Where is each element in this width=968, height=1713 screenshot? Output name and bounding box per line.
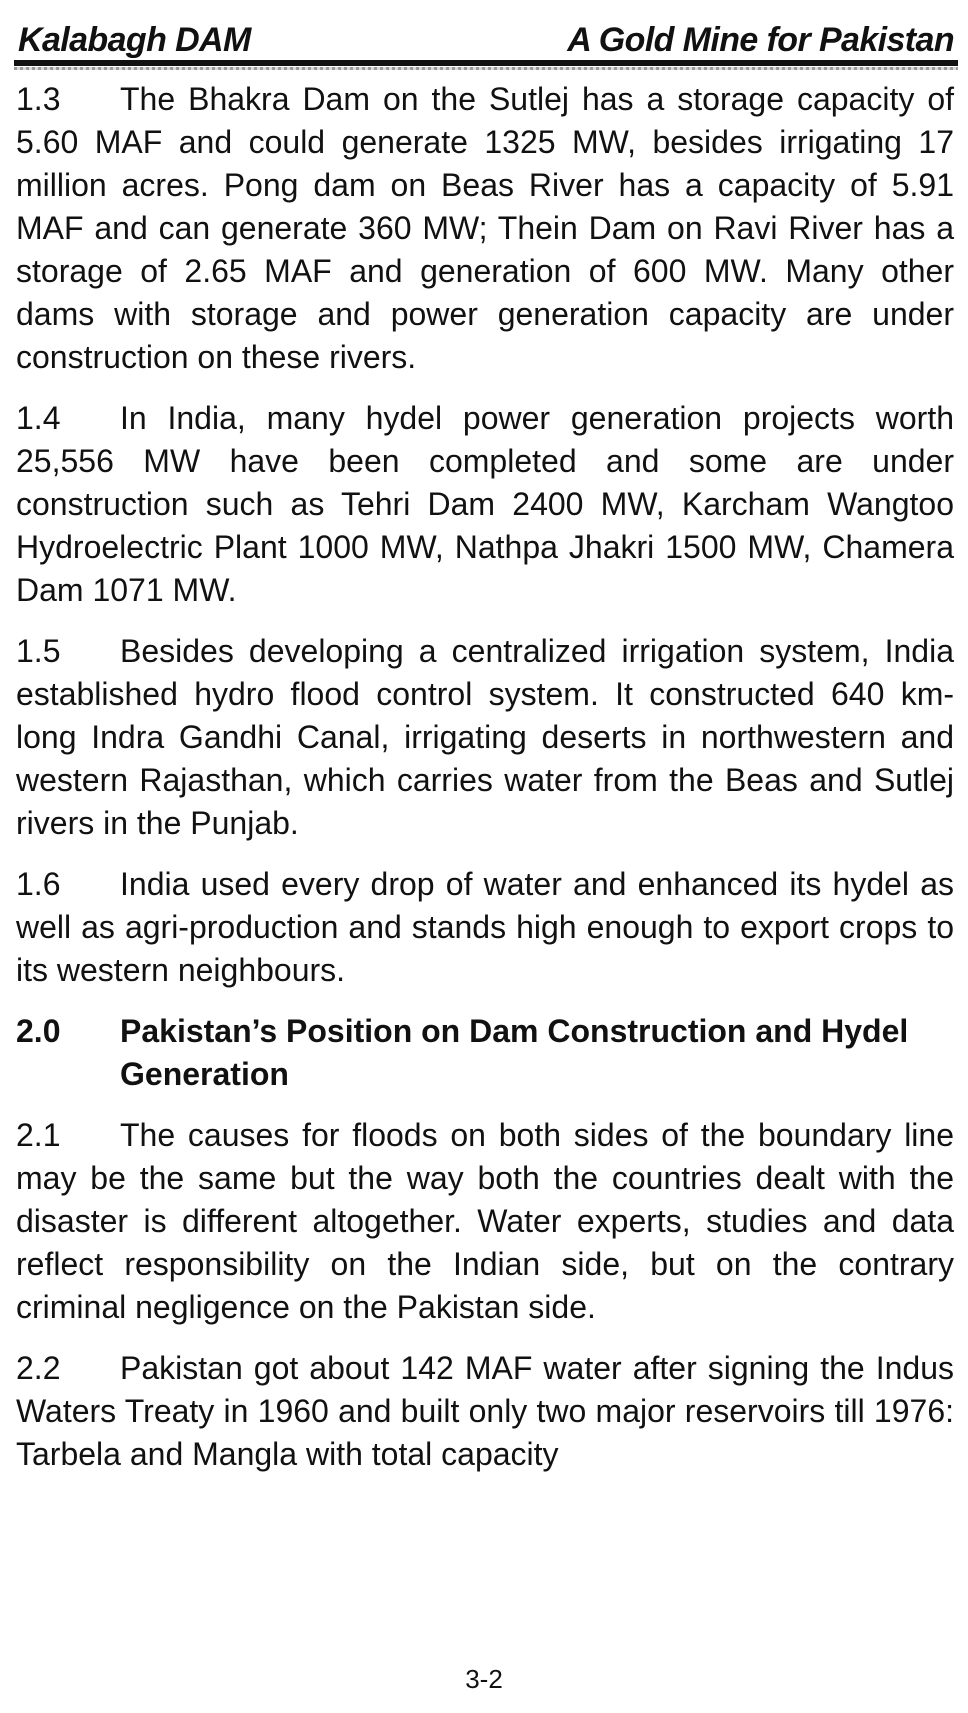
header-rule — [14, 60, 958, 66]
paragraph-2-1 — [16, 1114, 954, 1329]
running-header — [18, 8, 954, 60]
paragraph-1-3 — [16, 78, 954, 379]
paragraph-number: 2.2 — [16, 1350, 61, 1386]
paragraph-text: Besides developing a centralized irrigation system, India established hydro flood control system. It constructed 640 km-long Indra Gandhi Canal, irrigating deserts in northwestern and western Rajasthan, which carries water from the Beas and Sutlej rivers in the Punjab. — [16, 633, 954, 841]
paragraph-text: The Bhakra Dam on the Sutlej has a storage capacity of 5.60 MAF and could generate 1325 MW, besides irrigating 17 million acres. Pong dam on Beas River has a capacity of 5.91 MAF and can generate 360 MW; Thein Dam on Ravi River has a storage of 2.65 MAF and generation of 600 MW. Many other dams with storage and power generation capacity are under construction on these rivers. — [16, 81, 954, 375]
paragraph-2-2 — [16, 1347, 954, 1476]
paragraph-1-6 — [16, 863, 954, 992]
paragraph-1-5 — [16, 630, 954, 845]
paragraph-1-4 — [16, 397, 954, 612]
paragraph-number: 1.3 — [16, 81, 61, 117]
section-number: 2.0 — [16, 1013, 61, 1049]
paragraph-text: In India, many hydel power generation projects worth 25,556 MW have been completed and some are under construction such as Tehri Dam 2400 MW, Karcham Wangtoo Hydroelectric Plant 1000 MW, Nathpa Jhakri 1500 MW, Chamera Dam 1071 MW. — [16, 400, 954, 608]
header-book-subtitle: A Gold Mine for Pakistan — [567, 21, 954, 59]
paragraph-number: 2.1 — [16, 1117, 61, 1153]
paragraph-number: 1.5 — [16, 633, 61, 669]
page-body — [16, 78, 954, 1494]
section-title: Pakistan’s Position on Dam Construction and Hydel Generation — [120, 1013, 909, 1092]
paragraph-number: 1.6 — [16, 866, 61, 902]
paragraph-text: India used every drop of water and enhanced its hydel as well as agri-production and stands high enough to export crops to its western neighbours. — [16, 866, 954, 988]
header-book-title: Kalabagh DAM — [18, 21, 251, 59]
header-rule-shadow — [14, 67, 958, 70]
section-heading-2-0 — [16, 1010, 954, 1096]
paragraph-text: Pakistan got about 142 MAF water after signing the Indus Waters Treaty in 1960 and built only two major reservoirs till 1976: Tarbela and Mangla with total capacity — [16, 1350, 954, 1472]
paragraph-text: The causes for floods on both sides of the boundary line may be the same but the way both the countries dealt with the disaster is different altogether. Water experts, studies and data reflect responsibility on the Indian side, but on the contrary criminal negligence on the Pakistan side. — [16, 1117, 954, 1325]
paragraph-number: 1.4 — [16, 400, 61, 436]
page-number: 3-2 — [465, 1664, 503, 1694]
